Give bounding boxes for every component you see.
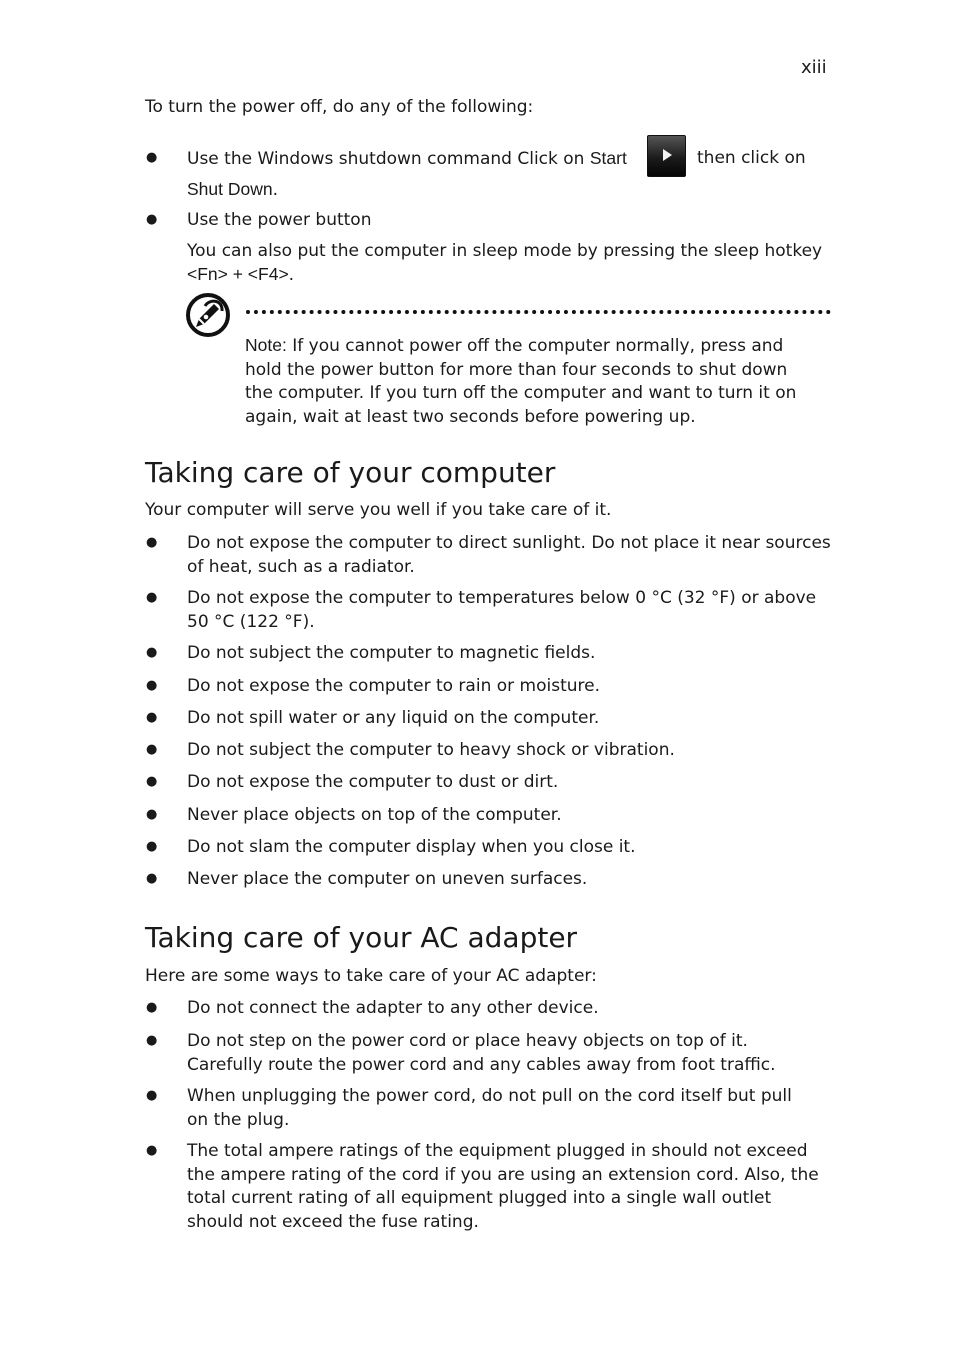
bullet-marker: ● bbox=[146, 742, 158, 757]
list-item-line: the ampere rating of the cord if you are using an extension cord. Also, the bbox=[187, 1164, 819, 1185]
list-item-line: Never place the computer on uneven surfaces. bbox=[187, 869, 588, 889]
sleep-hotkey-line bbox=[187, 263, 294, 288]
note-text bbox=[245, 334, 796, 429]
note-pen-icon bbox=[185, 292, 231, 338]
note-line-3: the computer. If you turn off the computer and want to turn it on bbox=[245, 383, 797, 403]
list-item bbox=[187, 868, 587, 892]
list-item-line: of heat, such as a radiator. bbox=[187, 556, 415, 577]
bullet-marker: ● bbox=[146, 590, 158, 605]
note-divider bbox=[246, 310, 831, 314]
list-item-line: total current rating of all equipment plugged into a single wall outlet bbox=[187, 1188, 772, 1208]
bullet-marker: ● bbox=[146, 1033, 158, 1048]
list-item-line: Do not subject the computer to heavy shock or vibration. bbox=[187, 740, 675, 760]
then-click-text: then click on bbox=[697, 148, 806, 168]
list-item-line: Carefully route the power cord and any cables away from foot traffic. bbox=[187, 1054, 776, 1075]
list-item-line: The total ampere ratings of the equipment plugged in should not exceed bbox=[187, 1141, 808, 1161]
bullet-marker: ● bbox=[146, 1000, 158, 1015]
list-item-line: Do not step on the power cord or place heavy objects on top of it. bbox=[187, 1031, 748, 1051]
list-item-line: 50 °C (122 °F). bbox=[187, 611, 315, 632]
period: . bbox=[288, 265, 295, 285]
section-heading-adapter: Taking care of your AC adapter bbox=[145, 921, 578, 954]
note-label: Note: bbox=[245, 335, 287, 355]
list-item bbox=[187, 707, 599, 731]
bullet-marker: ● bbox=[146, 871, 158, 886]
list-item-line: Do not expose the computer to rain or moisture. bbox=[187, 676, 600, 696]
bullet-marker: ● bbox=[146, 678, 158, 693]
bullet-marker: ● bbox=[146, 710, 158, 725]
period: . bbox=[272, 180, 279, 200]
list-item-line: Do not spill water or any liquid on the computer. bbox=[187, 708, 600, 728]
bullet-marker: ● bbox=[146, 839, 158, 854]
section-heading-computer: Taking care of your computer bbox=[145, 456, 556, 489]
bullet-marker: ● bbox=[146, 535, 158, 550]
power-off-intro: To turn the power off, do any of the following: bbox=[145, 97, 534, 117]
bullet-marker: ● bbox=[146, 150, 158, 165]
list-item-line: Do not expose the computer to temperatures below 0 °C (32 °F) or above bbox=[187, 588, 817, 608]
list-item bbox=[187, 836, 636, 860]
list-item bbox=[187, 771, 558, 795]
start-button-icon bbox=[647, 135, 686, 177]
bullet-marker: ● bbox=[146, 212, 158, 227]
list-item bbox=[187, 642, 595, 666]
list-item bbox=[187, 532, 831, 579]
list-item-line: When unplugging the power cord, do not pull on the cord itself but pull bbox=[187, 1086, 792, 1106]
sleep-mode-text: You can also put the computer in sleep mode by pressing the sleep hotkey bbox=[187, 241, 823, 261]
list-item bbox=[187, 1140, 819, 1234]
list-item bbox=[187, 1030, 776, 1077]
list-item bbox=[187, 675, 600, 699]
list-item-line: Do not expose the computer to direct sunlight. Do not place it near sources bbox=[187, 533, 831, 553]
note-line-4: again, wait at least two seconds before powering up. bbox=[245, 406, 696, 427]
list-item bbox=[187, 997, 599, 1021]
bullet-marker: ● bbox=[146, 774, 158, 789]
list-item-line: on the plug. bbox=[187, 1109, 290, 1130]
list-item-line: Do not connect the adapter to any other device. bbox=[187, 998, 599, 1018]
list-item bbox=[187, 804, 562, 828]
bullet-marker: ● bbox=[146, 1143, 158, 1158]
list-item bbox=[187, 587, 816, 634]
page-number: xiii bbox=[801, 57, 827, 78]
bullet-marker: ● bbox=[146, 807, 158, 822]
shut-down-label: Shut Down bbox=[187, 179, 273, 199]
note-line-1-text: If you cannot power off the computer normally, press and bbox=[292, 336, 784, 356]
sleep-hotkey: <Fn> + <F4> bbox=[187, 264, 289, 284]
list-item-line: Do not slam the computer display when you close it. bbox=[187, 837, 636, 857]
power-button-item: Use the power button bbox=[187, 210, 372, 230]
computer-care-intro: Your computer will serve you well if you take care of it. bbox=[145, 500, 612, 520]
shut-down-line bbox=[187, 178, 278, 203]
list-item-line: should not exceed the fuse rating. bbox=[187, 1211, 479, 1232]
list-item-line: Do not expose the computer to dust or dirt. bbox=[187, 772, 559, 792]
list-item-line: Never place objects on top of the computer. bbox=[187, 805, 562, 825]
bullet-shutdown-line bbox=[187, 147, 627, 172]
note-line-2: hold the power button for more than four seconds to shut down bbox=[245, 359, 788, 380]
note-line-1 bbox=[245, 334, 796, 359]
shutdown-text: Use the Windows shutdown command Click on bbox=[187, 149, 585, 169]
list-item bbox=[187, 739, 675, 763]
adapter-care-intro: Here are some ways to take care of your AC adapter: bbox=[145, 966, 597, 986]
bullet-marker: ● bbox=[146, 1088, 158, 1103]
list-item bbox=[187, 1085, 792, 1132]
bullet-marker: ● bbox=[146, 645, 158, 660]
start-label: Start bbox=[589, 148, 627, 168]
list-item-line: Do not subject the computer to magnetic fields. bbox=[187, 643, 596, 663]
